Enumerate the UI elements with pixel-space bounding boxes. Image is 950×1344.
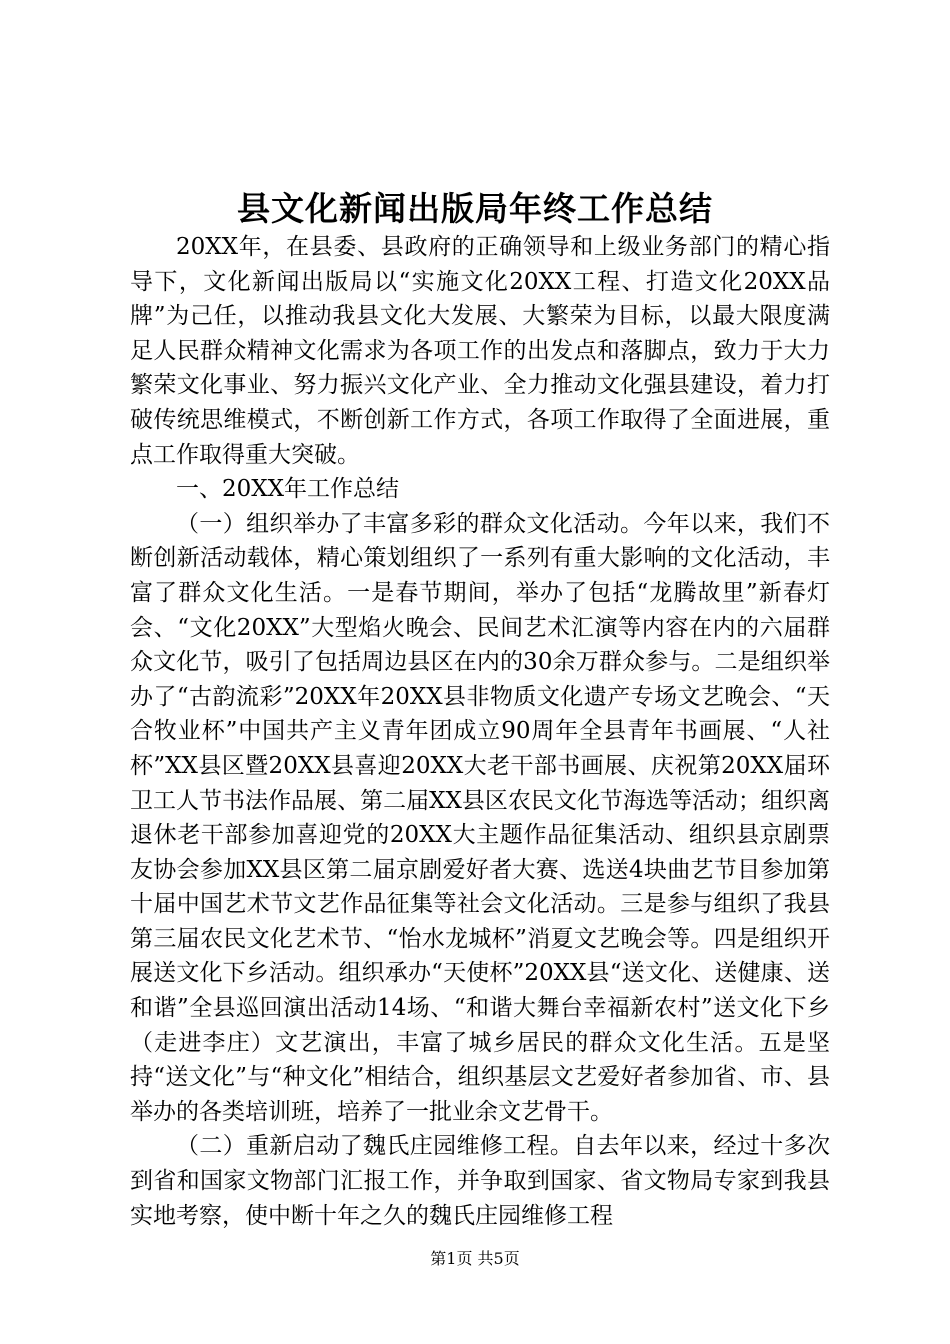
section-heading: 一、20XX年工作总结 (176, 476, 400, 503)
paragraph-intro: 20XX年，在县委、县政府的正确领导和上级业务部门的精心指导下，文化新闻出版局以“实施文化20XX工程、打造文化20XX品牌”为己任，以推动我县文化大发展、大繁荣为目标，以最大限度满足人民群众精神文化需求为各项工作的出发点和落脚点，致力于大力繁荣文化事业、努力振兴文化产业、全力推动文化强县建设，着力打破传统思维模式，不断创新工作方式，各项工作取得了全面进展，重点工作取得重大突破。 (130, 234, 830, 468)
page-number-footer: 第1页 共5页 (430, 1249, 520, 1268)
document-body (130, 230, 830, 1233)
paragraph-restoration: （二）重新启动了魏氏庄园维修工程。自去年以来，经过十多次到省和国家文物部门汇报工作，并争取到国家、省文物局专家到我县实地考察，使中断十年之久的魏氏庄园维修工程 (130, 1133, 830, 1229)
document-title: 县文化新闻出版局年终工作总结 (237, 189, 713, 228)
paragraph-activities: （一）组织举办了丰富多彩的群众文化活动。今年以来，我们不断创新活动载体，精心策划组织了一系列有重大影响的文化活动，丰富了群众文化生活。一是春节期间，举办了包括“龙腾故里”新春灯会、“文化20XX”大型焰火晚会、民间艺术汇演等内容在内的六届群众文化节，吸引了包括周边县区在内的30余万群众参与。二是组织举办了“古韵流彩”20XX年20XX县非物质文化遗产专场文艺晚会、“天合牧业杯”中国共产主义青年团成立90周年全县青年书画展、“人社杯”XX县区暨20XX县喜迎20XX大老干部书画展、庆祝第20XX届环卫工人节书法作品展、第二届XX县区农民文化节海选等活动；组织离退休老干部参加喜迎党的20XX大主题作品征集活动、组织县京剧票友协会参加XX县区第二届京剧爱好者大赛、选送4块曲艺节目参加第十届中国艺术节文艺作品征集等社会文化活动。三是参与组织了我县第三届农民文化艺术节、“怡水龙城杯”消夏文艺晚会等。四是组织开展送文化下乡活动。组织承办“天使杯”20XX县“送文化、送健康、送和谐”全县巡回演出活动14场、“和谐大舞台幸福新农村”送文化下乡（走进李庄）文艺演出，丰富了城乡居民的群众文化生活。五是坚持“送文化”与“种文化”相结合，组织基层文艺爱好者参加省、市、县举办的各类培训班，培养了一批业余文艺骨干。 (130, 510, 830, 1125)
